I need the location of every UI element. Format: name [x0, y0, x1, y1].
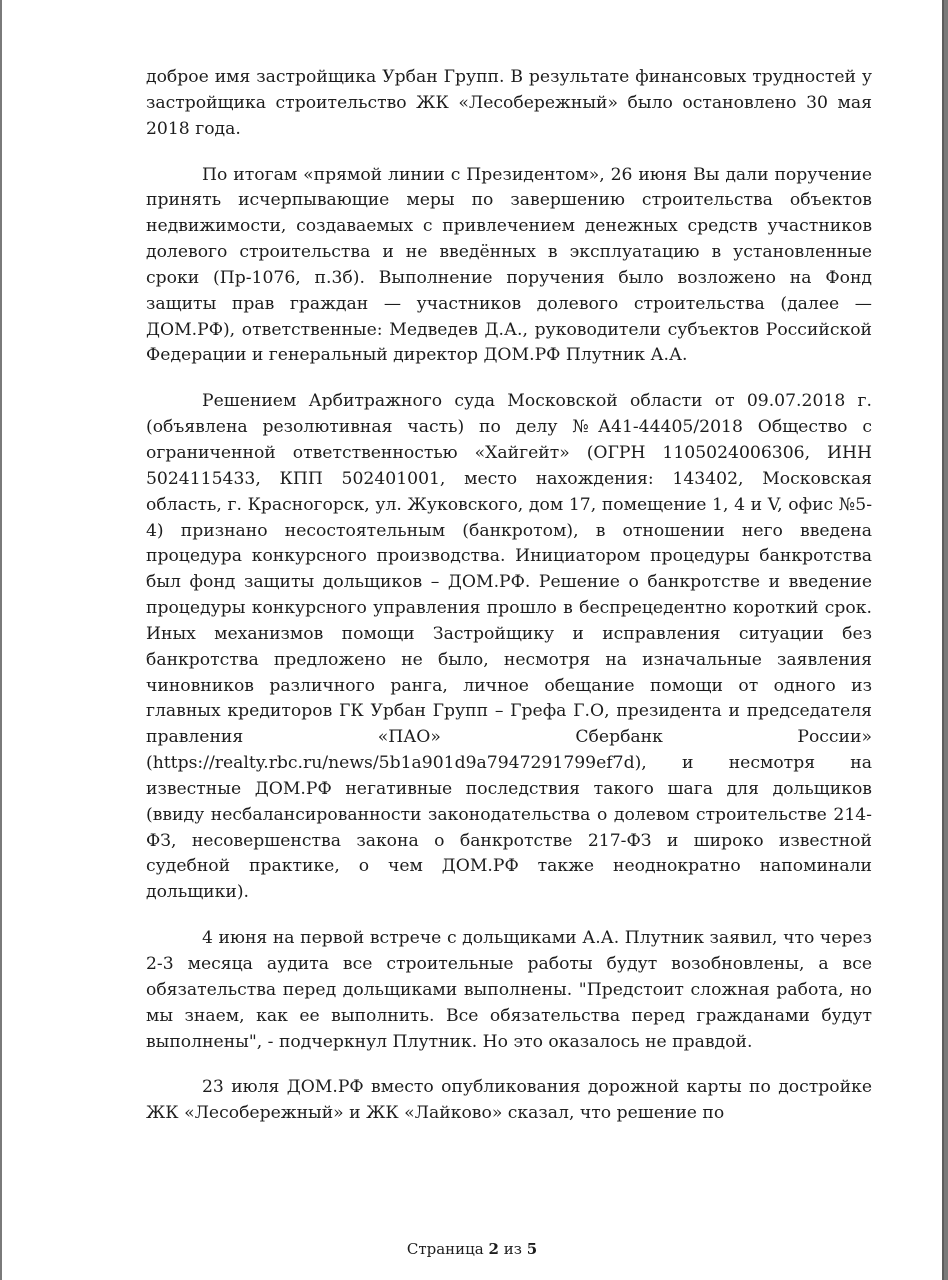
total-pages-number: 5 — [526, 1240, 538, 1258]
current-page-number: 2 — [488, 1240, 499, 1258]
page-number-footer — [2, 1240, 942, 1258]
page-label: Страница — [406, 1240, 484, 1258]
document-body — [146, 65, 872, 1147]
page-separator: из — [503, 1240, 522, 1258]
document-page — [2, 0, 942, 1280]
paragraph: доброе имя застройщика Урбан Групп. В результате финансовых трудностей у застройщика строительство ЖК «Лесобережный» было остановлено 30 мая 2018 года. — [146, 67, 872, 139]
paragraph: По итогам «прямой линии с Президентом», 26 июня Вы дали поручение принять исчерпывающие меры по завершению строительства объектов недвижимости, создаваемых с привлечением денежных средств участников долевого строительства и не введённых в эксплуатацию в установленные сроки (Пр-1076, п.3б). Выполнение поручения было возложено на Фонд защиты прав граждан — участников долевого строительства (далее — ДОМ.РФ), ответственные: Медведев Д.А., руководители субъектов Российской Федерации и генеральный директор ДОМ.РФ Плутник А.А. — [146, 164, 872, 366]
paragraph: 4 июня на первой встрече с дольщиками А.А. Плутник заявил, что через 2-3 месяца аудита все строительные работы будут возобновлены, а все обязательства перед дольщиками выполнены. "Предстоит сложная работа, но мы знаем, как ее выполнить. Все обязательства перед гражданами будут выполнены", - подчеркнул Плутник. Но это оказалось не правдой. — [146, 928, 872, 1052]
paragraph: 23 июля ДОМ.РФ вместо опубликования дорожной карты по достройке ЖК «Лесобережный» и ЖК «Лайково» сказал, что решение по — [146, 1077, 872, 1124]
paragraph: Решением Арбитражного суда Московской области от 09.07.2018 г. (объявлена резолютивная часть) по делу №А41-44405/2018 Общество с ограниченной ответственностью «Хайгейт» (ОГРН 1105024006306, ИНН 5024115433, КПП 502401001, место нахождения: 143402, Московская область, г. Красногорск, ул. Жуковского, дом 17, помещение 1, 4 и V, офис №5-4) признано несостоятельным (банкротом), в отношении него введена процедура конкурсного производства. Инициатором процедуры банкротства был фонд защиты дольщиков – ДОМ.РФ. Решение о банкротстве и введение процедуры конкурсного управления прошло в беспрецедентно короткий срок. Иных механизмов помощи Застройщику и исправления ситуации без банкротства предложено не было, несмотря на изначальные заявления чиновников различного ранга, личное обещание помощи от одного из главных кредиторов ГК Урбан Групп – Грефа Г.О, президента и председателя правления «ПАО» Сбербанк России» (https://realty.rbc.ru/news/5b1a901d9a7947291799ef7d), и несмотря на известные ДОМ.РФ негативные последствия такого шага для дольщиков (ввиду несбалансированности законодательства о долевом строительстве 214-ФЗ, несовершенства закона о банкротстве 217-ФЗ и широко известной судебной практике, о чем ДОМ.РФ также неоднократно напоминали дольщики). — [146, 391, 872, 903]
